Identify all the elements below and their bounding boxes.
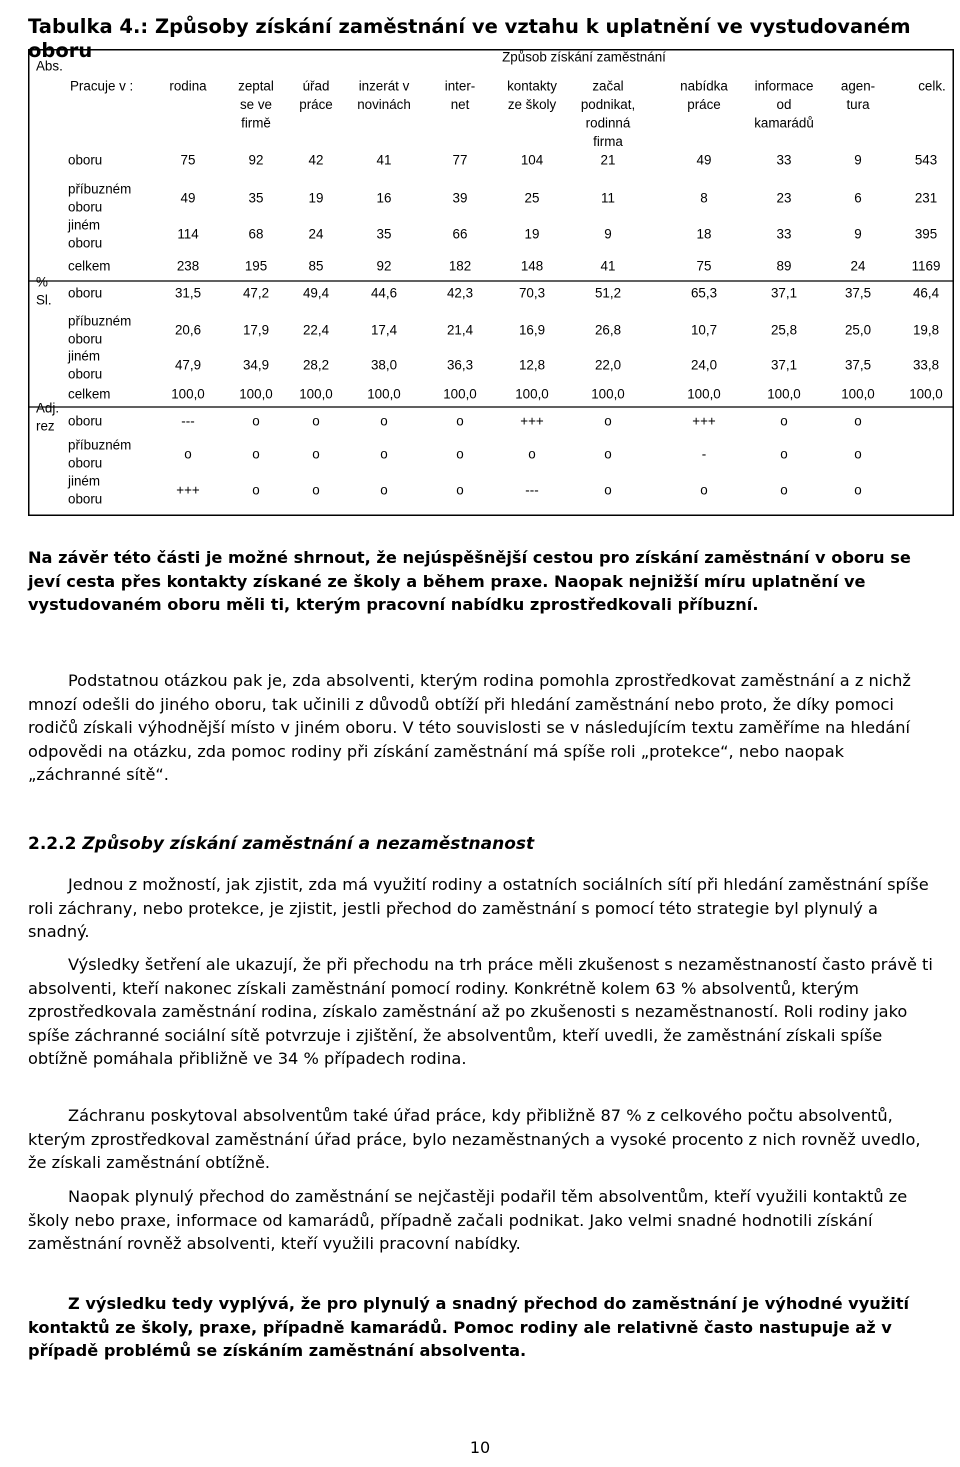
paragraph-1-text: Podstatnou otázkou pak je, zda absolventi, kterým rodina pomohla zprostředkovat zaměstnání a z nichž mnozí odešli do jiného oboru, tak učinili z důvodů obtíží při hledání zaměstnání nebo proto, že díky pomoci rodičů získali výhodnější místo v jiném oboru. V této souvislosti se v následujícím textu zaměříme na hledání odpovědi na otázku, zda pomoc rodiny při získání zaměstnání má spíše roli „protekce“, nebo naopak „záchranné sítě“. (28, 671, 911, 784)
table-cell: 17,9 (242, 322, 270, 338)
table-cell: 24,0 (690, 357, 718, 373)
table-cell: 47,9 (174, 357, 202, 373)
table-cell: 9 (854, 226, 862, 242)
row-label-line: celkem (68, 258, 111, 274)
column-header (357, 79, 411, 113)
table-cell: 36,3 (446, 357, 474, 373)
table-cell: 37,1 (770, 285, 798, 301)
table-cell: o (184, 446, 192, 462)
column-header-line: informace (754, 78, 814, 94)
row-label-line: příbuzném (68, 437, 132, 453)
table-cell: 35 (376, 226, 392, 242)
column-header (299, 79, 333, 113)
table-cell: 543 (914, 152, 938, 168)
table-cell: 75 (696, 258, 712, 274)
table-cell: o (854, 482, 862, 498)
table-cell: o (312, 446, 320, 462)
table-cell: 21,4 (446, 322, 474, 338)
row-label (68, 153, 102, 168)
row-label-line: jiném (68, 473, 100, 489)
column-header (507, 79, 557, 113)
column-header-line: novinách (357, 97, 411, 113)
table-cell: 100,0 (841, 386, 875, 402)
table-cell: 16 (376, 190, 392, 206)
paragraph-2 (28, 873, 934, 944)
table-cell: 75 (180, 152, 196, 168)
table-cell: 1169 (911, 258, 941, 274)
table-cell: 231 (914, 190, 938, 206)
column-header-line: od (776, 97, 792, 113)
table-cell: o (604, 413, 612, 429)
table-cell: 9 (604, 226, 612, 242)
row-label-line: oboru (68, 235, 103, 251)
row-label (68, 182, 131, 215)
paragraph-4-text: Záchranu poskytoval absolventům také úřad práce, kdy přibližně 87 % z celkového počtu absolventů, kterým zprostředkoval zaměstnání úřad práce, bylo nezaměstnaných a vysoké procento z nich rovněž uvedlo, že získali zaměstnání obtížně. (28, 1106, 921, 1172)
table-cell: 19 (308, 190, 324, 206)
column-header-line: kamarádů (754, 115, 814, 131)
column-header-label-line: Pracuje v : (70, 78, 134, 94)
row-label (67, 349, 102, 382)
column-header (754, 79, 814, 131)
table-cell: 41 (600, 258, 616, 274)
paragraph-3-text: Výsledky šetření ale ukazují, že při přechodu na trh práce měli zkušenost s nezaměstnaností často právě ti absolventi, kteří nakonec získali zaměstnání pomocí rodiny. Konkrétně kolem 63 % absolventů, kterým zprostředkovala zaměstnání rodina, získalo zaměstnání až po zkušenosti s nezaměstnaností. Roli rodiny jako spíše záchranné sociální sítě potvrzuje i zjištění, že absolventům, kteří uvedli, že zaměstnání získali spíše obtížně pomáhala přibližně ve 34 % případech rodina. (28, 955, 933, 1068)
table-cell: 22,0 (594, 357, 622, 373)
table-cell: 28,2 (302, 357, 330, 373)
section-label-line: Abs. (36, 58, 63, 74)
table-cell: o (854, 446, 862, 462)
table-cell: 148 (520, 258, 544, 274)
column-header-label (70, 79, 133, 94)
section-label (36, 59, 63, 74)
table-cell: - (701, 446, 707, 462)
column-header-line: net (450, 97, 470, 113)
table-cell: --- (181, 413, 195, 429)
table-cell: 18 (696, 226, 712, 242)
table-cell: 100,0 (171, 386, 205, 402)
table-cell: 20,6 (174, 322, 202, 338)
table-cell: +++ (176, 482, 200, 498)
table-cell: 9 (854, 152, 862, 168)
column-header-line: inzerát v (358, 78, 410, 94)
table-cell: o (528, 446, 536, 462)
column-header-line: zeptal (238, 78, 274, 94)
table-cell: o (780, 413, 788, 429)
section-label (36, 401, 59, 434)
table-cell: 47,2 (242, 285, 270, 301)
table-cell: 39 (452, 190, 468, 206)
table-cell: 16,9 (518, 322, 546, 338)
table-cell: 100,0 (367, 386, 401, 402)
table-cell: 44,6 (370, 285, 398, 301)
table-cell: o (780, 482, 788, 498)
row-label-line: oboru (68, 366, 103, 382)
table-cell: 23 (776, 190, 792, 206)
table-cell: 33 (776, 152, 792, 168)
table-cell: o (456, 446, 464, 462)
table-cell: 182 (448, 258, 472, 274)
column-header (841, 79, 875, 113)
table-cell: 100,0 (767, 386, 801, 402)
table-cell: +++ (692, 413, 716, 429)
column-header-line: začal (592, 78, 624, 94)
table-cell: 46,4 (912, 285, 940, 301)
table-cell: 85 (308, 258, 324, 274)
table-cell: o (604, 446, 612, 462)
table-cell: 26,8 (594, 322, 622, 338)
table-cell: 19,8 (912, 322, 940, 338)
table-cell: 65,3 (690, 285, 718, 301)
paragraph-5 (28, 1185, 934, 1256)
summary-paragraph: Na závěr této části je možné shrnout, že nejúspěšnější cestou pro získání zaměstnání v oboru se jeví cesta přes kontakty získané ze školy a během praxe. Naopak nejnižší míru uplatnění ve vystudovaném oboru měli ti, kterým pracovní nabídku zprostředkovali příbuzní. (28, 548, 911, 614)
table-cell: 104 (520, 152, 544, 168)
table-cell: o (312, 482, 320, 498)
column-header (581, 79, 635, 150)
paragraph-5-text: Naopak plynulý přechod do zaměstnání se nejčastěji podařil těm absolventům, kteří využili kontaktů ze školy nebo praxe, informace od kamarádů, případně začali podnikat. Jako velmi snadné hodnotili získání zaměstnání rovněž absolventi, kteří využili pracovní nabídky. (28, 1187, 908, 1253)
conclusion-paragraph (28, 1292, 934, 1363)
table-cell: o (380, 482, 388, 498)
section-label-line: % (36, 274, 48, 290)
paragraph-1 (28, 669, 934, 787)
table-cell: 100,0 (687, 386, 721, 402)
table-cell: 68 (248, 226, 264, 242)
table-cell: 10,7 (690, 322, 718, 338)
row-label-line: oboru (68, 285, 103, 301)
table-cell: 25,8 (770, 322, 798, 338)
table-cell: o (854, 413, 862, 429)
row-label-line: příbuzném (68, 181, 132, 197)
table-cell: 22,4 (302, 322, 330, 338)
row-label (68, 438, 131, 471)
table-cell: 37,5 (844, 357, 872, 373)
table-cell: 25 (524, 190, 540, 206)
paragraph-4 (28, 1104, 934, 1175)
table-cell: o (252, 413, 260, 429)
table-cell: o (604, 482, 612, 498)
column-header-line: firma (593, 134, 623, 150)
row-label (68, 286, 102, 301)
row-label-line: oboru (68, 199, 103, 215)
page-number: 10 (469, 1438, 491, 1457)
section-label-line: Adj. (36, 400, 60, 416)
table-cell: 100,0 (909, 386, 943, 402)
table-cell: 238 (176, 258, 200, 274)
table-cell: 34,9 (242, 357, 270, 373)
row-label-line: oboru (68, 491, 103, 507)
table-cell: 25,0 (844, 322, 872, 338)
row-label (67, 474, 102, 507)
row-label-line: jiném (68, 217, 100, 233)
column-header-line: agen- (840, 78, 876, 94)
column-header-line: nabídka (680, 78, 728, 94)
table-cell: 38,0 (370, 357, 398, 373)
table-cell: 35 (248, 190, 264, 206)
table-cell: 100,0 (515, 386, 549, 402)
column-header (918, 79, 946, 94)
row-label-line: oboru (68, 455, 103, 471)
group-header: Způsob získání zaměstnání (502, 49, 666, 65)
row-label (68, 387, 110, 402)
section-label-line: Sl. (36, 292, 52, 308)
column-header (445, 79, 476, 113)
table-cell: 24 (850, 258, 866, 274)
section-heading-text: Způsoby získání zaměstnání a nezaměstnanost (82, 834, 535, 854)
table-border (29, 50, 954, 516)
column-header-line: rodina (169, 78, 207, 94)
table-cell: o (700, 482, 708, 498)
table-cell: o (312, 413, 320, 429)
row-label-line: oboru (68, 331, 103, 347)
table-cell: 11 (601, 190, 615, 206)
table-cell: 6 (854, 190, 862, 206)
table-cell: 395 (914, 226, 938, 242)
table-cell: 92 (376, 258, 392, 274)
table-cell: 100,0 (299, 386, 333, 402)
row-label-line: jiném (68, 348, 100, 364)
employment-table (28, 49, 954, 516)
table-cell: 19 (524, 226, 540, 242)
row-label (67, 218, 102, 251)
column-header-line: podnikat, (580, 97, 636, 113)
table-cell: o (380, 413, 388, 429)
table-cell: o (252, 482, 260, 498)
row-label-line: oboru (68, 413, 103, 429)
table-cell: 49 (696, 152, 712, 168)
section-label-line: rez (36, 418, 55, 434)
table-cell: o (780, 446, 788, 462)
table-cell: 17,4 (370, 322, 398, 338)
column-header-line: se ve (239, 97, 273, 113)
table-cell: 33,8 (912, 357, 940, 373)
table-cell: 33 (776, 226, 792, 242)
section-label (36, 275, 52, 308)
table-cell: 31,5 (174, 285, 202, 301)
table-cell: --- (525, 482, 539, 498)
table-cell: 41 (376, 152, 392, 168)
column-header-line: práce (687, 97, 721, 113)
paragraph-3 (28, 953, 934, 1071)
table-cell: 42,3 (446, 285, 474, 301)
row-label-line: příbuzném (68, 313, 132, 329)
table-cell: 100,0 (443, 386, 477, 402)
table-cell: 51,2 (594, 285, 622, 301)
table-title: Tabulka 4.: Způsoby získání zaměstnání ve vztahu k uplatnění ve vystudovaném oboru (28, 15, 911, 63)
row-label-line: oboru (68, 152, 103, 168)
table-cell: 100,0 (591, 386, 625, 402)
table-cell: 21 (600, 152, 616, 168)
row-label-line: celkem (68, 386, 111, 402)
section-heading-number: 2.2.2 (28, 834, 77, 854)
column-header-line: inter- (444, 78, 476, 94)
table-cell: +++ (520, 413, 544, 429)
column-header-line: práce (299, 97, 333, 113)
column-header (238, 79, 274, 131)
table-cell: o (456, 413, 464, 429)
column-header (680, 79, 728, 113)
table-cell: 66 (452, 226, 468, 242)
table-cell: o (252, 446, 260, 462)
column-header-line: ze školy (507, 97, 557, 113)
table-cell: 49 (180, 190, 196, 206)
table-cell: 100,0 (239, 386, 273, 402)
section-heading (28, 834, 534, 854)
column-header-line: tura (846, 97, 870, 113)
table-cell: 8 (700, 190, 708, 206)
conclusion-paragraph-text: Z výsledku tedy vyplývá, že pro plynulý a snadný přechod do zaměstnání je výhodné využití kontaktů ze školy, praxe, případně kamarádů. Pomoc rodiny ale relativně často nastupuje až v případě problémů se získáním zaměstnání absolventa. (28, 1294, 910, 1360)
table-cell: 37,5 (844, 285, 872, 301)
table-cell: 37,1 (770, 357, 798, 373)
column-header-line: celk. (918, 78, 946, 94)
row-label (68, 259, 110, 274)
table-cell: 77 (452, 152, 468, 168)
column-header-line: firmě (241, 115, 271, 131)
table-cell: 92 (248, 152, 264, 168)
table-cell: 24 (308, 226, 324, 242)
table-cell: 195 (244, 258, 268, 274)
employment-table-grid (28, 49, 954, 516)
table-cell: 70,3 (518, 285, 546, 301)
row-label (68, 314, 131, 347)
column-header-line: úřad (302, 78, 330, 94)
table-cell: 42 (308, 152, 324, 168)
row-label (68, 414, 102, 429)
column-header-line: rodinná (585, 115, 631, 131)
table-cell: 114 (177, 226, 199, 242)
column-header-line: kontakty (507, 78, 557, 94)
table-cell: o (380, 446, 388, 462)
table-cell: 49,4 (302, 285, 330, 301)
table-cell: 12,8 (518, 357, 546, 373)
paragraph-2-text: Jednou z možností, jak zjistit, zda má využití rodiny a ostatních sociálních sítí při hledání zaměstnání spíše roli záchrany, nebo protekce, je zjistit, jestli přechod do zaměstnání s pomocí této strategie byl plynulý a snadný. (28, 875, 929, 941)
column-header (169, 79, 207, 94)
table-cell: 89 (776, 258, 792, 274)
table-cell: o (456, 482, 464, 498)
